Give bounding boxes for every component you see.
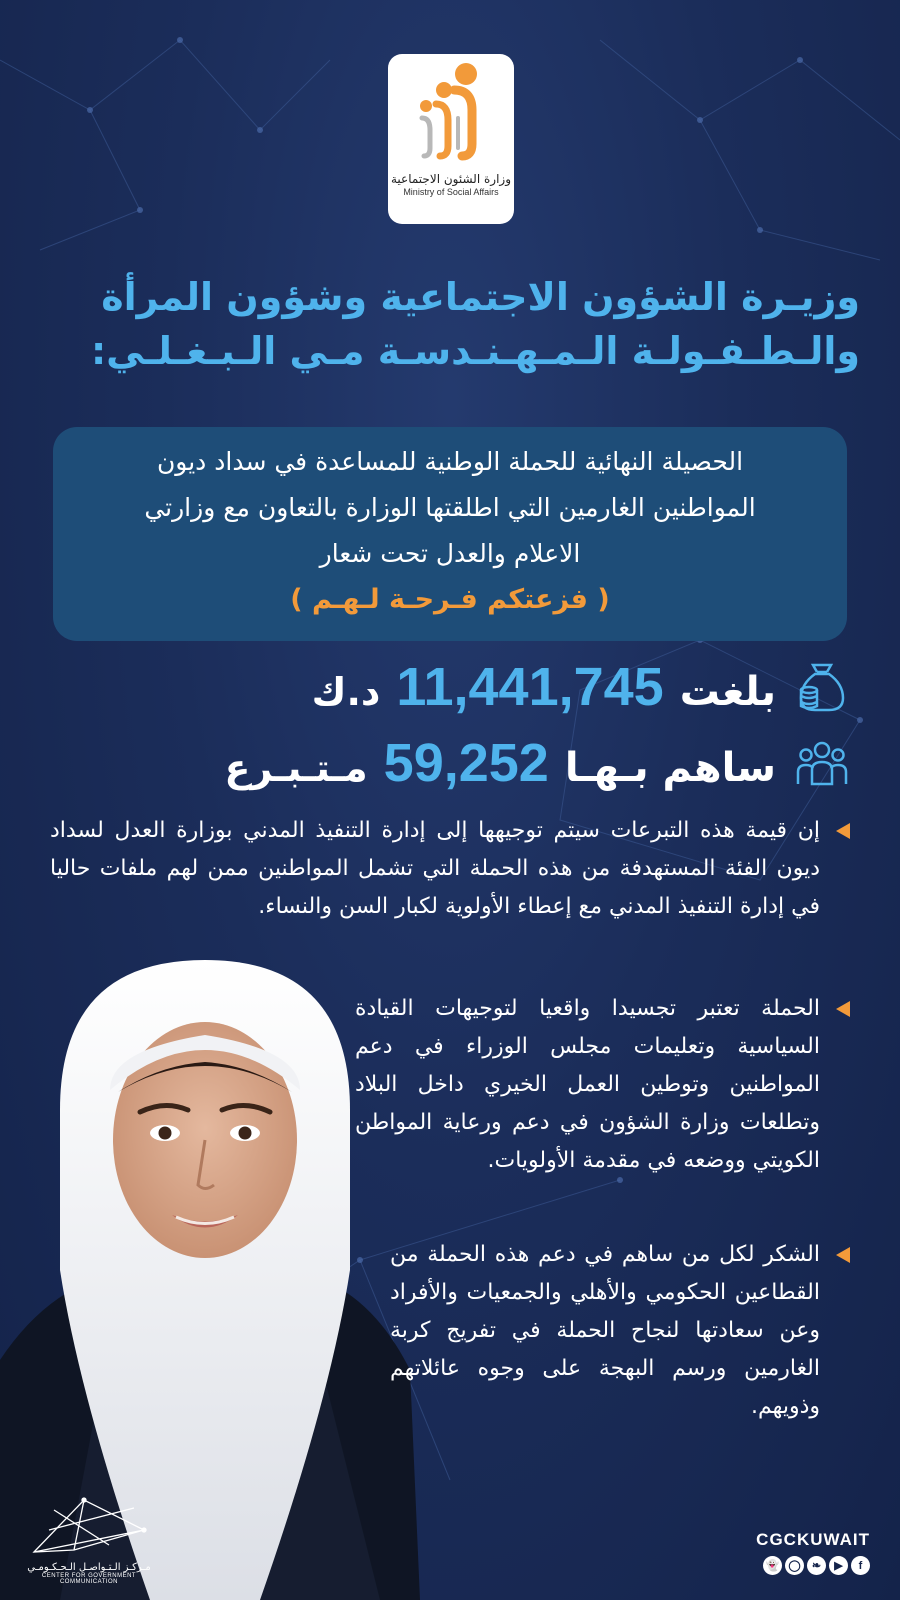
social-handle[interactable]: CGCKUWAIT <box>756 1530 870 1549</box>
info-bullet-2-text: الحملة تعتبر تجسيدا واقعيا لتوجيهات القيادة السياسية وتعليمات مجلس الوزراء في دعم المواطنين وتوطين العمل الخيري داخل البلاد وتطلعات وزارة الشؤون في دعم ورعاية المواطن الكويتي ووضعه في مقدمة الأولويات. <box>355 996 820 1173</box>
campaign-line-3: الاعلام والعدل تحت شعار <box>319 539 581 568</box>
logo-name-english: Ministry of Social Affairs <box>403 187 499 197</box>
info-bullet-2 <box>355 990 850 1180</box>
twitter-icon[interactable]: ❧ <box>807 1556 826 1575</box>
facebook-icon[interactable]: f <box>851 1556 870 1575</box>
stat-donors-verb: ساهم بـهـا <box>564 745 776 791</box>
stat-total-amount <box>312 656 850 718</box>
campaign-slogan: ( فزعتكم فـرحـة لـهـم ) <box>290 584 610 615</box>
stat-amount-unit: د.ك <box>311 670 381 714</box>
cgc-name-arabic: مـركـز الـتـواصـل الـحـكـومـي <box>27 1562 151 1573</box>
campaign-line-2: المواطنين الغارمين التي اطلقتها الوزارة بالتعاون مع وزارتي <box>144 493 756 522</box>
ministry-logo-mark <box>406 60 496 170</box>
stat-donor-count <box>225 732 850 794</box>
title-line-1: وزيـرة الشؤون الاجتماعية وشؤون المرأة <box>101 275 860 319</box>
stat-amount-verb: بلغت <box>679 669 776 715</box>
cgc-logo-mark <box>14 1490 164 1558</box>
stat-donors-unit: مـتـبـرع <box>224 746 368 790</box>
campaign-summary-box <box>53 427 847 641</box>
stat-amount-value: 11,441,745 <box>396 657 664 717</box>
group-people-icon <box>794 735 850 791</box>
bullet-marker-icon <box>836 1001 850 1017</box>
social-footer <box>756 1530 870 1575</box>
title-line-2: والـطـفـولـة الـمـهـنـدسـة مـي الـبـغـلـي: <box>90 329 860 373</box>
cgc-name-english: CENTER FOR GOVERNMENT COMMUNICATION <box>41 1573 137 1585</box>
info-bullet-1-text: إن قيمة هذه التبرعات سيتم توجيهها إلى إدارة التنفيذ المدني بوزارة العدل لسداد ديون الفئة المستهدفة من هذه الحملة التي تشمل المواطنين ممن لهم ملفات حاليا في إدارة التنفيذ المدني مع إعطاء الأولوية لكبار السن والنساء. <box>50 818 820 919</box>
bullet-marker-icon <box>836 823 850 839</box>
campaign-line-1: الحصيلة النهائية للحملة الوطنية للمساعدة في سداد ديون <box>156 447 744 476</box>
info-bullet-3-text: الشكر لكل من ساهم في دعم هذه الحملة من القطاعين الحكومي والأهلي والجمعيات والأفراد وعن سعادتها لنجاح الحملة في تفريج كربة الغارمين ورسم البهجة على وجوه عائلاتهم وذويهم. <box>390 1242 820 1419</box>
info-bullet-1 <box>50 812 850 926</box>
stat-donors-value: 59,252 <box>383 733 549 793</box>
cgc-logo <box>14 1490 164 1595</box>
bullet-marker-icon <box>836 1247 850 1263</box>
info-bullet-3 <box>390 1236 850 1426</box>
youtube-icon[interactable]: ▶ <box>829 1556 848 1575</box>
snapchat-icon[interactable]: 👻 <box>763 1556 782 1575</box>
ministry-logo <box>388 54 514 224</box>
instagram-icon[interactable]: ◯ <box>785 1556 804 1575</box>
logo-name-arabic: وزارة الشئون الاجتماعية <box>391 172 511 186</box>
social-icons <box>756 1556 870 1575</box>
money-bag-coins-icon <box>794 659 850 715</box>
page-title <box>40 270 860 378</box>
